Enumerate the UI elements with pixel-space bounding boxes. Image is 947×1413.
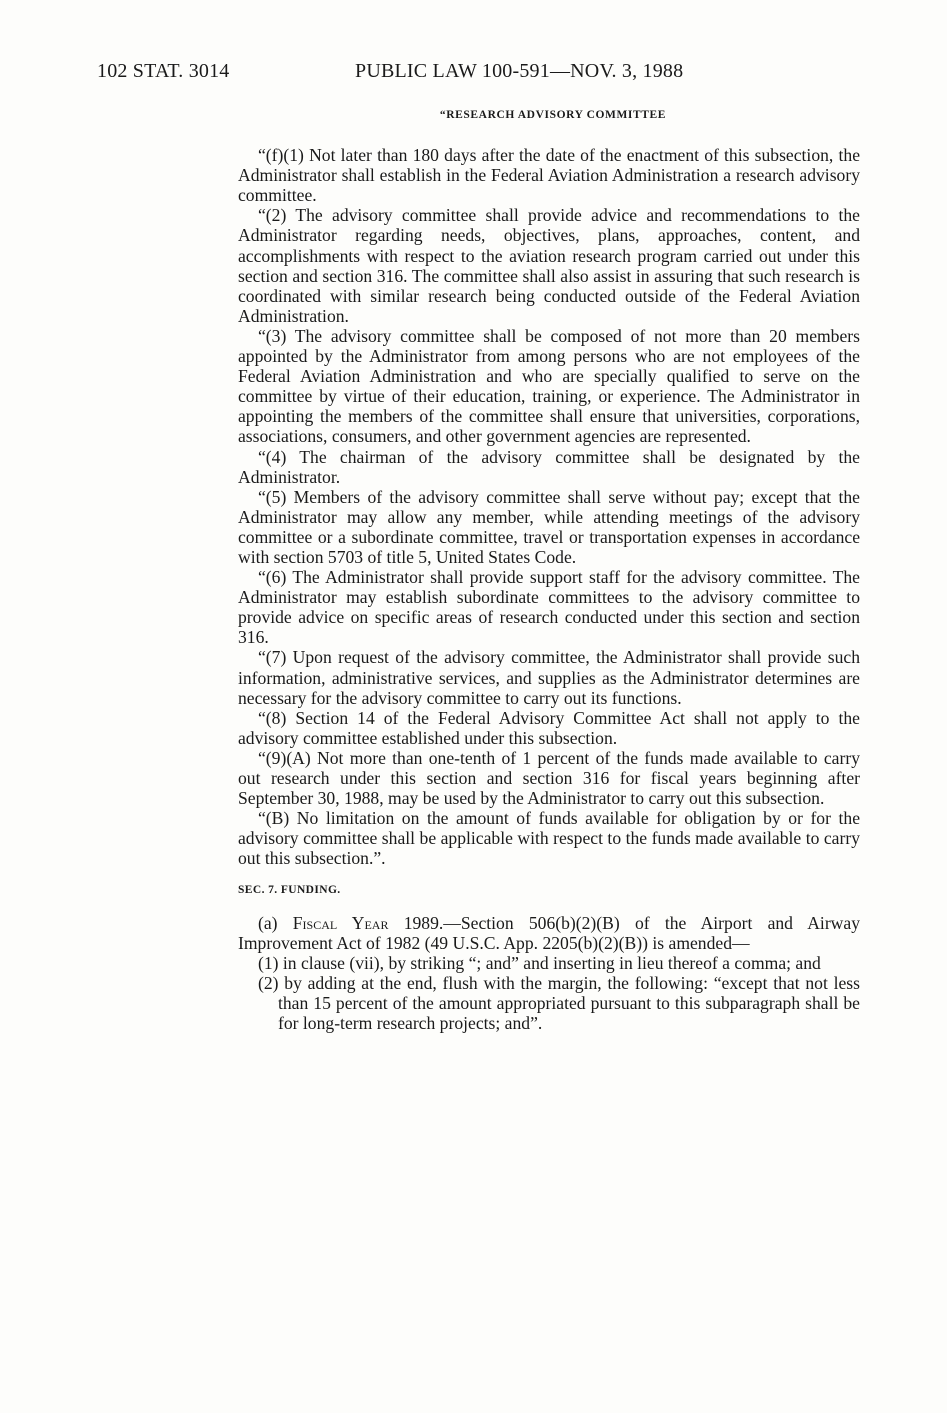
paragraph-3: “(3) The advisory committee shall be composed of not more than 20 members appointed by the Administrator from among persons who are not employees of the Federal Aviation Administration and who are specially qualified to serve on the committee by virtue of their education, training, or experience. The Administrator in appointing the members of the committee shall ensure that universities, corporations, associations, consumers, and other government agencies are represented. bbox=[238, 325, 860, 447]
paragraph-5: “(5) Members of the advisory committee shall serve without pay; except that the Administrator may allow any member, while attending meetings of the advisory committee or a subordinate committee, travel or transportation expenses in accordance with section 5703 of title 5, United States Code. bbox=[238, 486, 860, 567]
section-heading: “RESEARCH ADVISORY COMMITTEE bbox=[439, 109, 667, 121]
paragraph-9a: “(9)(A) Not more than one-tenth of 1 percent of the funds made available to carry out research under this section and section 316 for fiscal years beginning after September 30, 1988, may be used by the Administrator to carry out this subsection. bbox=[238, 747, 860, 809]
paragraph-7: “(7) Upon request of the advisory committee, the Administrator shall provide such information, administrative services, and supplies as the Administrator determines are necessary for the advisory committee to carry out its functions. bbox=[238, 647, 860, 708]
section-7-title: SEC. 7. FUNDING. bbox=[238, 884, 341, 897]
stat-citation: 102 STAT. 3014 bbox=[97, 60, 230, 82]
paragraph-2: “(2) The advisory committee shall provide advice and recommendations to the Administrator regarding needs, objectives, plans, approaches, content, and accomplishments with respect to the aviation research program carried out under this section and section 316. The committee shall also assist in assuring that such research is coordinated with similar research being conducted outside of the Federal Aviation Administration. bbox=[238, 205, 860, 326]
paragraph-8: “(8) Section 14 of the Federal Advisory Committee Act shall not apply to the advisory committee established under this subsection. bbox=[238, 707, 860, 748]
clause-1: (1) in clause (vii), by striking “; and” and inserting in lieu thereof a comma; and bbox=[258, 952, 821, 973]
paragraph-f1: “(f)(1) Not later than 180 days after the date of the enactment of this subsection, the Administrator shall establish in the Federal Aviation Administration a research advisory committee. bbox=[238, 145, 860, 206]
subsection-a bbox=[238, 913, 860, 953]
paragraph-9b: “(B) No limitation on the amount of funds available for obligation by or for the advisory committee shall be applicable with respect to the funds made available to carry out this subsection.”. bbox=[238, 808, 860, 869]
clause-2: (2) by adding at the end, flush with the margin, the following: “except that not less than 15 percent of the amount appropriated pursuant to this subparagraph shall be for long-term research projects; and”. bbox=[258, 972, 860, 1034]
subsection-a-prefix: (a) bbox=[258, 912, 293, 933]
public-law-title: PUBLIC LAW 100-591—NOV. 3, 1988 bbox=[355, 60, 684, 82]
body-text bbox=[238, 105, 860, 1033]
paragraph-4: “(4) The chairman of the advisory committee shall be designated by the Administrator. bbox=[238, 446, 860, 487]
running-head bbox=[97, 60, 777, 86]
subsection-a-label: Fiscal Year bbox=[292, 912, 389, 933]
subsection-a-text: 1989.—Section 506(b)(2)(B) of the Airport and Airway Improvement Act of 1982 (49 U.S.C. App. 2205(b)(2)(B)) is amended— bbox=[238, 912, 860, 953]
paragraph-6: “(6) The Administrator shall provide support staff for the advisory committee. The Administrator may establish subordinate committees to the advisory committee to provide advice on specific areas of research conducted under this section and section 316. bbox=[238, 567, 860, 648]
